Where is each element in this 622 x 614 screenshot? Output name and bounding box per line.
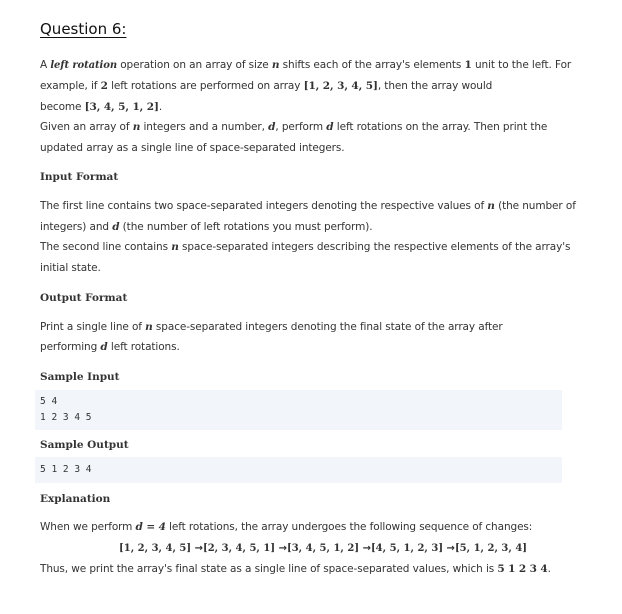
arrow-icon: → — [278, 543, 287, 554]
sequence-step: [1, 2, 3, 4, 5] — [119, 543, 192, 554]
input-format-line-4: initial state. — [40, 262, 101, 274]
sequence-step: [5, 1, 2, 3, 4] — [454, 543, 528, 554]
final-result: 5 1 2 3 4 — [497, 563, 548, 575]
intro-line-3: become [3, 4, 5, 1, 2]. — [40, 101, 163, 113]
intro-line-5: updated array as a single line of space-separated integers. — [40, 142, 345, 154]
sample-input-line: 5 4 — [40, 396, 58, 407]
output-format-heading: Output Format — [40, 292, 128, 304]
intro-line-4: Given an array of n integers and a number, d, perform d left rotations on the array. Then print the — [40, 121, 548, 133]
input-format-line-2: integers) and d (the number of left rotations you must perform). — [40, 221, 373, 233]
sequence-step: [2, 3, 4, 5, 1] — [202, 543, 276, 554]
arrow-icon: → — [446, 543, 455, 554]
left-rotation-emphasis: left rotation — [50, 60, 117, 71]
intro-line-2: example, if 2 left rotations are performed on array [1, 2, 3, 4, 5], then the array would — [40, 80, 493, 92]
sample-output-code — [35, 457, 562, 483]
output-format-line-1: Print a single line of n space-separated integers denoting the final state of the array after — [40, 321, 503, 333]
explanation-heading: Explanation — [40, 493, 111, 505]
sample-output-line: 5 1 2 3 4 — [40, 464, 92, 475]
input-format-line-3: The second line contains n space-separated integers describing the respective elements of the array's — [40, 241, 571, 253]
input-format-line-1: The first line contains two space-separated integers denoting the respective values of n (the number of — [40, 200, 576, 212]
arrow-icon: → — [194, 543, 203, 554]
sample-input-code — [35, 390, 562, 430]
explanation-line-2: Thus, we print the array's final state as a single line of space-separated values, which is 5 1 2 3 4. — [40, 563, 551, 575]
explanation-line-1: When we perform d = 4 left rotations, the array undergoes the following sequence of changes: — [40, 521, 533, 533]
sample-input-line: 1 2 3 4 5 — [40, 412, 92, 423]
sequence-step: [3, 4, 5, 1, 2] — [286, 543, 360, 554]
question-title: Question 6: — [40, 20, 127, 38]
intro-line-1: A left rotation operation on an array of size n shifts each of the array's elements 1 unit to the left. For — [40, 59, 572, 71]
input-format-heading: Input Format — [40, 171, 119, 183]
sample-input-heading: Sample Input — [40, 371, 120, 383]
sample-output-heading: Sample Output — [40, 439, 129, 451]
arrow-icon: → — [362, 543, 371, 554]
sequence-step: [4, 5, 1, 2, 3] — [370, 543, 444, 554]
rotation-sequence — [119, 543, 527, 554]
output-format-line-2: performing d left rotations. — [40, 341, 180, 353]
